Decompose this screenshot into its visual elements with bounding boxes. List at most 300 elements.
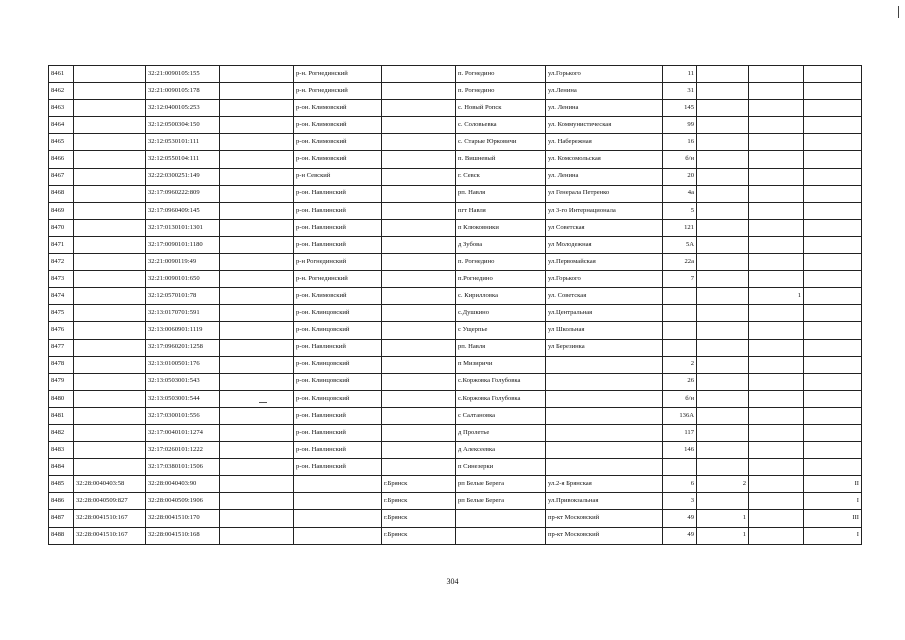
- cell-n: 8481: [49, 407, 74, 424]
- table-row: [49, 510, 862, 527]
- cell-b: [749, 305, 804, 322]
- cell-c: [804, 459, 862, 476]
- cell-loc: п. Вишневый: [456, 151, 546, 168]
- cell-cad: [74, 202, 146, 219]
- cell-c3: [220, 390, 294, 407]
- cell-cad2: 32:28:0041510:170: [146, 510, 220, 527]
- cell-house: 26: [663, 373, 697, 390]
- cell-cad: [74, 322, 146, 339]
- cell-dist: р-он. Клинцовский: [294, 305, 382, 322]
- table-row: [49, 117, 862, 134]
- cell-house: 6: [663, 476, 697, 493]
- cell-loc: п Клюковники: [456, 219, 546, 236]
- cell-street: [546, 442, 663, 459]
- cell-cad2: 32:21:0090105:155: [146, 66, 220, 83]
- cell-city: [382, 459, 456, 476]
- cell-city: [382, 356, 456, 373]
- cell-city: [382, 442, 456, 459]
- cell-street: ул Генерала Петренко: [546, 185, 663, 202]
- cell-house: [663, 339, 697, 356]
- cell-c3: [220, 459, 294, 476]
- cell-c: I: [804, 527, 862, 544]
- cell-dist: р-он. Навлинский: [294, 236, 382, 253]
- cell-street: ул.2-я Брянская: [546, 476, 663, 493]
- cell-loc: с. Старые Юрковичи: [456, 134, 546, 151]
- cell-b: [749, 510, 804, 527]
- cell-house: 49: [663, 510, 697, 527]
- cell-a: [697, 151, 749, 168]
- cell-n: 8465: [49, 134, 74, 151]
- cell-c: [804, 236, 862, 253]
- cell-c3: [220, 476, 294, 493]
- cell-house: 145: [663, 100, 697, 117]
- cell-street: ул.Центральная: [546, 305, 663, 322]
- cell-cad2: 32:12:0570101:78: [146, 288, 220, 305]
- cell-street: [546, 390, 663, 407]
- cell-loc: [456, 527, 546, 544]
- cell-n: 8472: [49, 254, 74, 271]
- cell-b: [749, 254, 804, 271]
- cell-street: ул. Советская: [546, 288, 663, 305]
- cell-c: [804, 83, 862, 100]
- cell-house: 117: [663, 424, 697, 441]
- cell-c: [804, 202, 862, 219]
- table-row: [49, 271, 862, 288]
- table-row: [49, 424, 862, 441]
- cell-dist: р-н. Рогнединский: [294, 271, 382, 288]
- table-row: [49, 476, 862, 493]
- cell-house: 20: [663, 168, 697, 185]
- table-row: [49, 288, 862, 305]
- table-row: [49, 168, 862, 185]
- cell-loc: [456, 510, 546, 527]
- cell-dist: р-он. Климовский: [294, 117, 382, 134]
- cell-a: 1: [697, 510, 749, 527]
- cell-c3: [220, 424, 294, 441]
- cell-cad: [74, 66, 146, 83]
- cell-a: [697, 305, 749, 322]
- cell-house: 22а: [663, 254, 697, 271]
- cell-loc: с Салтановка: [456, 407, 546, 424]
- cell-street: [546, 356, 663, 373]
- cell-street: ул 3-го Интернационала: [546, 202, 663, 219]
- cell-house: 121: [663, 219, 697, 236]
- cell-house: 5А: [663, 236, 697, 253]
- cell-n: 8485: [49, 476, 74, 493]
- cell-cad: [74, 271, 146, 288]
- cell-a: [697, 407, 749, 424]
- table-row: [49, 442, 862, 459]
- cell-loc: п. Рогнедино: [456, 83, 546, 100]
- cell-cad: [74, 339, 146, 356]
- cell-cad: 32:28:0040509:827: [74, 493, 146, 510]
- cell-a: [697, 66, 749, 83]
- cell-cad2: 32:13:0170701:591: [146, 305, 220, 322]
- cell-dist: р-он. Навлинский: [294, 219, 382, 236]
- cell-loc: с. Новый Ропск: [456, 100, 546, 117]
- cell-street: [546, 407, 663, 424]
- cell-city: [382, 134, 456, 151]
- cell-house: 7: [663, 271, 697, 288]
- table-row: [49, 339, 862, 356]
- cell-a: [697, 219, 749, 236]
- scan-edge-mark: [898, 6, 899, 18]
- cell-c: III: [804, 510, 862, 527]
- cell-cad: [74, 459, 146, 476]
- cell-cad: [74, 442, 146, 459]
- cell-cad2: 32:13:0503001:544: [146, 390, 220, 407]
- cell-c3: [220, 100, 294, 117]
- cell-cad2: 32:12:0530101:111: [146, 134, 220, 151]
- cell-cad: [74, 356, 146, 373]
- cell-a: [697, 288, 749, 305]
- cell-cad2: 32:12:0550104:111: [146, 151, 220, 168]
- cell-street: ул Школьная: [546, 322, 663, 339]
- cell-dist: р-он. Климовский: [294, 151, 382, 168]
- cell-b: [749, 390, 804, 407]
- cell-cad: [74, 134, 146, 151]
- table-row: [49, 459, 862, 476]
- cell-a: [697, 254, 749, 271]
- cell-n: 8470: [49, 219, 74, 236]
- cell-n: 8483: [49, 442, 74, 459]
- cell-loc: п. Рогнедино: [456, 254, 546, 271]
- cell-dist: р-он. Клинцовский: [294, 356, 382, 373]
- cell-city: [382, 168, 456, 185]
- cell-c: [804, 185, 862, 202]
- cell-b: [749, 83, 804, 100]
- cell-dist: р-он. Навлинский: [294, 407, 382, 424]
- cell-city: г.Брянск: [382, 527, 456, 544]
- cell-c3: [220, 373, 294, 390]
- cell-cad: [74, 151, 146, 168]
- cell-cad: [74, 168, 146, 185]
- cell-n: 8469: [49, 202, 74, 219]
- cell-n: 8477: [49, 339, 74, 356]
- cell-c3: [220, 168, 294, 185]
- cell-house: 146: [663, 442, 697, 459]
- cell-cad2: 32:17:0300101:556: [146, 407, 220, 424]
- cell-cad: [74, 254, 146, 271]
- cell-loc: пгт Навля: [456, 202, 546, 219]
- cell-cad: [74, 219, 146, 236]
- cell-cad: [74, 185, 146, 202]
- cell-city: г.Брянск: [382, 476, 456, 493]
- cell-dist: р-он. Навлинский: [294, 459, 382, 476]
- cell-street: ул. Ленина: [546, 100, 663, 117]
- cell-b: 1: [749, 288, 804, 305]
- cell-street: ул Березинка: [546, 339, 663, 356]
- cell-n: 8475: [49, 305, 74, 322]
- cell-street: ул Советская: [546, 219, 663, 236]
- cell-loc: п. Рогнедино: [456, 66, 546, 83]
- cell-c3: [220, 66, 294, 83]
- registry-table: [48, 65, 862, 545]
- cell-b: [749, 168, 804, 185]
- cell-cad2: 32:17:0960222:809: [146, 185, 220, 202]
- cell-dist: р-н. Рогнединский: [294, 66, 382, 83]
- table-row: [49, 66, 862, 83]
- cell-n: 8466: [49, 151, 74, 168]
- cell-loc: п Мизиричи: [456, 356, 546, 373]
- cell-street: ул.Ленина: [546, 83, 663, 100]
- cell-a: [697, 459, 749, 476]
- cell-c: [804, 117, 862, 134]
- cell-c3: [220, 510, 294, 527]
- cell-dist: р-он. Навлинский: [294, 202, 382, 219]
- cell-b: [749, 459, 804, 476]
- cell-dist: [294, 493, 382, 510]
- table-row: [49, 134, 862, 151]
- cell-c: [804, 305, 862, 322]
- cell-city: [382, 151, 456, 168]
- cell-a: [697, 442, 749, 459]
- cell-b: [749, 476, 804, 493]
- cell-dist: [294, 476, 382, 493]
- cell-b: [749, 373, 804, 390]
- cell-c: [804, 373, 862, 390]
- cell-city: г.Брянск: [382, 493, 456, 510]
- cell-loc: рп Белые Берега: [456, 493, 546, 510]
- cell-c: [804, 424, 862, 441]
- table-row: [49, 493, 862, 510]
- cell-loc: с.Коржовка Голубовка: [456, 373, 546, 390]
- cell-n: 8474: [49, 288, 74, 305]
- cell-cad: [74, 83, 146, 100]
- cell-c: II: [804, 476, 862, 493]
- cell-dist: р-он. Клинцовский: [294, 373, 382, 390]
- table-row: [49, 151, 862, 168]
- cell-house: 4а: [663, 185, 697, 202]
- cell-cad2: 32:17:0040101:1274: [146, 424, 220, 441]
- cell-c3: [220, 254, 294, 271]
- cell-n: 8463: [49, 100, 74, 117]
- cell-loc: рп. Навля: [456, 185, 546, 202]
- cell-cad2: 32:17:0130101:1301: [146, 219, 220, 236]
- cell-city: [382, 117, 456, 134]
- table-row: [49, 100, 862, 117]
- cell-dist: р-он. Климовский: [294, 100, 382, 117]
- cell-b: [749, 271, 804, 288]
- cell-house: 31: [663, 83, 697, 100]
- cell-c3: [220, 356, 294, 373]
- cell-dist: р-он. Навлинский: [294, 185, 382, 202]
- cell-n: 8471: [49, 236, 74, 253]
- cell-n: 8464: [49, 117, 74, 134]
- cell-city: [382, 83, 456, 100]
- cell-c3: [220, 339, 294, 356]
- cell-cad2: 32:17:0090101:1180: [146, 236, 220, 253]
- cell-c3: [220, 442, 294, 459]
- cell-street: ул.Первомайская: [546, 254, 663, 271]
- cell-b: [749, 117, 804, 134]
- cell-cad: [74, 236, 146, 253]
- cell-cad2: 32:17:0960201:1258: [146, 339, 220, 356]
- cell-b: [749, 202, 804, 219]
- cell-c3: [220, 236, 294, 253]
- cell-street: ул.Горького: [546, 271, 663, 288]
- cell-c: [804, 134, 862, 151]
- cell-house: [663, 459, 697, 476]
- cell-b: [749, 134, 804, 151]
- cell-a: [697, 236, 749, 253]
- cell-loc: с Ущерпье: [456, 322, 546, 339]
- cell-c3: [220, 83, 294, 100]
- cell-loc: д Алексеевка: [456, 442, 546, 459]
- cell-city: [382, 202, 456, 219]
- cell-a: [697, 373, 749, 390]
- cell-a: [697, 356, 749, 373]
- cell-city: [382, 254, 456, 271]
- cell-cad2: 32:21:0090101:650: [146, 271, 220, 288]
- table-row: [49, 356, 862, 373]
- cell-cad2: 32:12:0400105:253: [146, 100, 220, 117]
- table-row: [49, 407, 862, 424]
- cell-house: 2: [663, 356, 697, 373]
- cell-house: [663, 288, 697, 305]
- cell-a: [697, 424, 749, 441]
- cell-loc: г. Севск: [456, 168, 546, 185]
- cell-c: [804, 219, 862, 236]
- cell-cad: [74, 407, 146, 424]
- cell-city: [382, 288, 456, 305]
- table-row: [49, 390, 862, 407]
- cell-city: [382, 271, 456, 288]
- cell-c3: [220, 288, 294, 305]
- cell-c3: [220, 134, 294, 151]
- cell-b: [749, 151, 804, 168]
- cell-c: I: [804, 493, 862, 510]
- cell-b: [749, 322, 804, 339]
- cell-loc: рп. Навля: [456, 339, 546, 356]
- cell-cad2: 32:28:0040403:90: [146, 476, 220, 493]
- cell-b: [749, 339, 804, 356]
- table-row: [49, 185, 862, 202]
- table-row: [49, 254, 862, 271]
- cell-street: ул. Ленина: [546, 168, 663, 185]
- cell-n: 8476: [49, 322, 74, 339]
- cell-city: [382, 219, 456, 236]
- cell-dist: р-н Севский: [294, 168, 382, 185]
- cell-c3: [220, 407, 294, 424]
- cell-b: [749, 66, 804, 83]
- cell-dist: р-он. Навлинский: [294, 339, 382, 356]
- cell-c: [804, 66, 862, 83]
- cell-b: [749, 185, 804, 202]
- cell-loc: д Зубова: [456, 236, 546, 253]
- cell-dist: р-он. Навлинский: [294, 424, 382, 441]
- cell-n: 8468: [49, 185, 74, 202]
- cell-c: [804, 407, 862, 424]
- cell-street: ул. Набережная: [546, 134, 663, 151]
- cell-c3: [220, 322, 294, 339]
- cell-loc: с. Соловьевка: [456, 117, 546, 134]
- cell-n: 8480: [49, 390, 74, 407]
- cell-a: [697, 339, 749, 356]
- cell-loc: с. Кирилловка: [456, 288, 546, 305]
- cell-dist: р-он. Навлинский: [294, 442, 382, 459]
- cell-a: [697, 271, 749, 288]
- cell-cad2: 32:17:0260101:1222: [146, 442, 220, 459]
- cell-a: [697, 322, 749, 339]
- cell-dist: р-он. Климовский: [294, 134, 382, 151]
- cell-cad2: 32:17:0380101:1506: [146, 459, 220, 476]
- cell-cad2: 32:13:0503001:543: [146, 373, 220, 390]
- cell-house: 3: [663, 493, 697, 510]
- cell-n: 8486: [49, 493, 74, 510]
- table-row: [49, 219, 862, 236]
- cell-house: б/н: [663, 151, 697, 168]
- cell-c3: [220, 117, 294, 134]
- table-row: [49, 236, 862, 253]
- cell-street: ул. Комсомольская: [546, 151, 663, 168]
- cell-c: [804, 442, 862, 459]
- cell-street: пр-кт Московский: [546, 510, 663, 527]
- cell-house: [663, 322, 697, 339]
- cell-house: [663, 305, 697, 322]
- cell-house: 11: [663, 66, 697, 83]
- cell-c3: [220, 271, 294, 288]
- cell-c: [804, 339, 862, 356]
- cell-c3: [220, 219, 294, 236]
- cell-street: пр-кт Московский: [546, 527, 663, 544]
- cell-cad2: 32:22:0300251:149: [146, 168, 220, 185]
- table-row: [49, 305, 862, 322]
- cell-loc: рп Белые Берега: [456, 476, 546, 493]
- cell-a: 2: [697, 476, 749, 493]
- cell-a: [697, 202, 749, 219]
- page-number: 304: [446, 577, 459, 586]
- cell-loc: д Пролетье: [456, 424, 546, 441]
- cell-c3: [220, 202, 294, 219]
- cell-b: [749, 356, 804, 373]
- cell-city: [382, 100, 456, 117]
- cell-loc: п.Рогнедино: [456, 271, 546, 288]
- cell-c: [804, 254, 862, 271]
- cell-house: 136А: [663, 407, 697, 424]
- cell-dist: р-он. Клинцовский: [294, 322, 382, 339]
- table-row: [49, 83, 862, 100]
- table-row: [49, 322, 862, 339]
- cell-city: [382, 424, 456, 441]
- cell-cad: [74, 100, 146, 117]
- cell-city: [382, 407, 456, 424]
- cell-city: [382, 185, 456, 202]
- cell-a: [697, 100, 749, 117]
- cell-loc: с.Душкино: [456, 305, 546, 322]
- table-row: [49, 373, 862, 390]
- cell-b: [749, 219, 804, 236]
- cell-c3: [220, 185, 294, 202]
- cell-loc: п Синезерки: [456, 459, 546, 476]
- cell-house: б/н: [663, 390, 697, 407]
- cell-b: [749, 493, 804, 510]
- cell-cad2: 32:17:0960409:145: [146, 202, 220, 219]
- cell-house: 5: [663, 202, 697, 219]
- cell-street: ул Молодежная: [546, 236, 663, 253]
- cell-c: [804, 322, 862, 339]
- cell-city: [382, 339, 456, 356]
- cell-c3: [220, 493, 294, 510]
- cell-cad2: 32:12:0500304:150: [146, 117, 220, 134]
- cell-b: [749, 424, 804, 441]
- cell-n: 8467: [49, 168, 74, 185]
- cell-n: 8482: [49, 424, 74, 441]
- cell-n: 8479: [49, 373, 74, 390]
- cell-street: [546, 424, 663, 441]
- cell-city: [382, 236, 456, 253]
- cell-a: 1: [697, 527, 749, 544]
